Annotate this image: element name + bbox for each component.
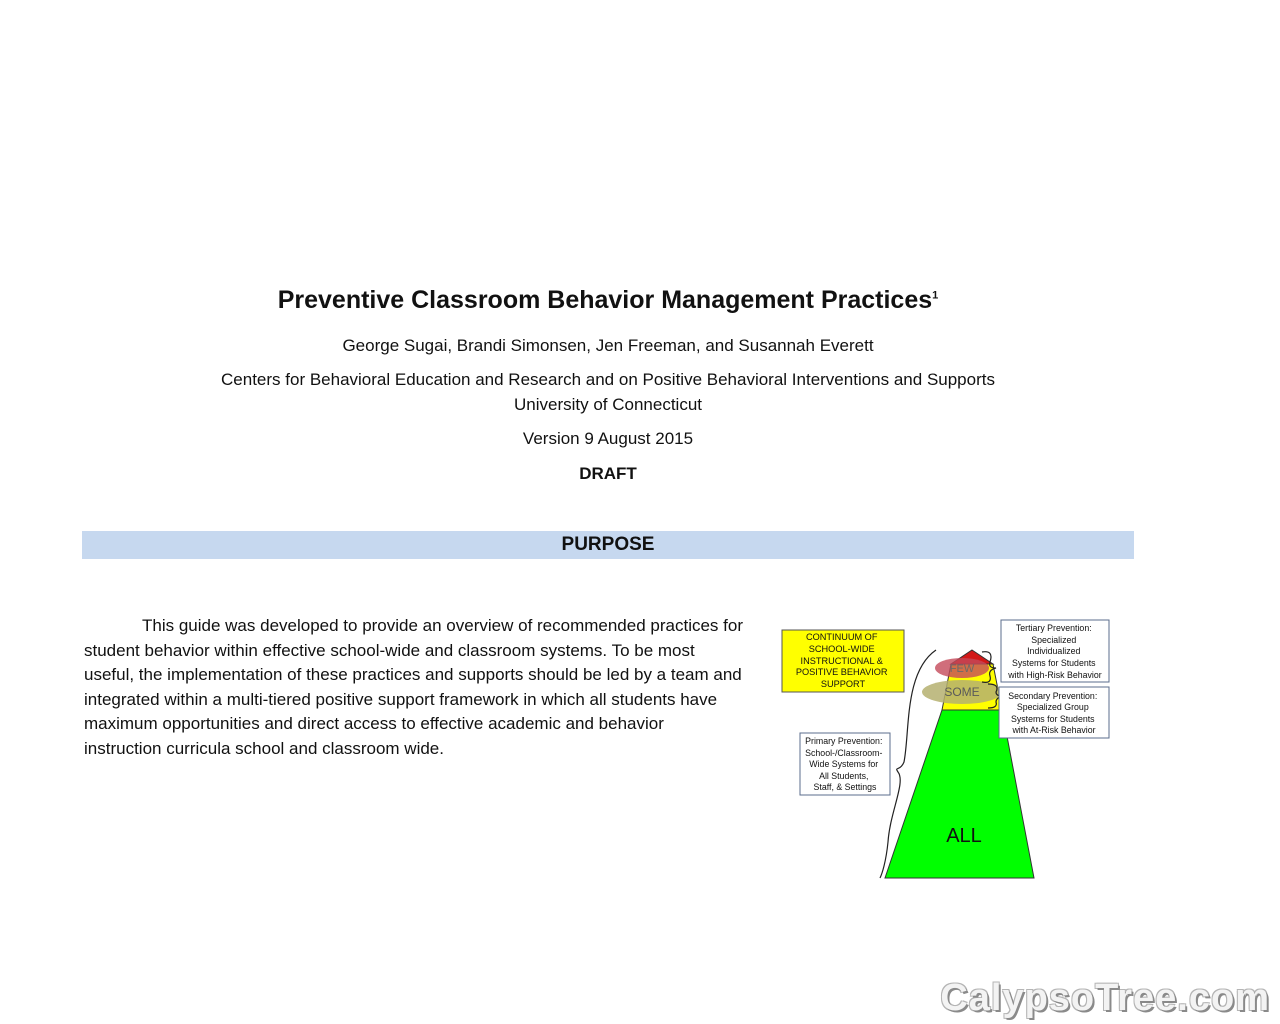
tertiary-line: Individualized <box>1027 646 1081 656</box>
document-title <box>0 286 1216 315</box>
secondary-line: with At-Risk Behavior <box>1012 725 1096 735</box>
tier-some-label: SOME <box>944 685 980 699</box>
purpose-section-heading: PURPOSE <box>82 531 1134 559</box>
tertiary-line: Systems for Students <box>1011 658 1096 668</box>
primary-line: Primary Prevention: <box>805 736 883 746</box>
draft-label: DRAFT <box>579 464 637 483</box>
continuum-label-line: SCHOOL-WIDE <box>808 644 875 654</box>
institution-line: Centers for Behavioral Education and Research and on Positive Behavioral Interventions and Supports <box>221 370 995 389</box>
title-footnote: 1 <box>932 289 939 302</box>
primary-line: Staff, & Settings <box>813 782 877 792</box>
continuum-label-line: SUPPORT <box>820 679 866 689</box>
tiered-support-diagram <box>776 612 1116 884</box>
continuum-label-line: CONTINUUM OF <box>805 632 878 642</box>
primary-line: All Students, <box>819 771 869 781</box>
secondary-line: Secondary Prevention: <box>1008 691 1098 701</box>
secondary-line: Systems for Students <box>1010 714 1095 724</box>
secondary-line: Specialized Group <box>1016 702 1089 712</box>
university-line: University of Connecticut <box>513 395 703 414</box>
continuum-label-line: POSITIVE BEHAVIOR <box>795 667 888 677</box>
site-watermark: CalypsoTree.com <box>940 977 1270 1019</box>
continuum-label-line: INSTRUCTIONAL & <box>800 656 883 666</box>
primary-line: School-/Classroom- <box>805 748 883 758</box>
tertiary-line: Specialized <box>1031 635 1077 645</box>
tier-few-label: FEW <box>949 663 975 675</box>
title-text: Preventive Classroom Behavior Management Practices <box>277 286 933 314</box>
tier-all-label: ALL <box>946 825 982 847</box>
purpose-paragraph: This guide was developed to provide an overview of recommended practices for student behavior within effective school-wide and classroom systems. To be most useful, the implementation of these practices and supports should be led by a team and integrated within a multi-tiered positive support framework in which all students have maximum opportunities and direct access to effective academic and behavior instruction curricula school and classroom wide. <box>84 616 743 758</box>
tertiary-line: with High-Risk Behavior <box>1008 670 1102 680</box>
primary-prevention-text <box>805 736 885 792</box>
primary-line: Wide Systems for <box>809 759 879 769</box>
tertiary-line: Tertiary Prevention: <box>1015 623 1092 633</box>
version-line: Version 9 August 2015 <box>522 429 694 448</box>
authors-line: George Sugai, Brandi Simonsen, Jen Freeman, and Susannah Everett <box>342 336 874 355</box>
